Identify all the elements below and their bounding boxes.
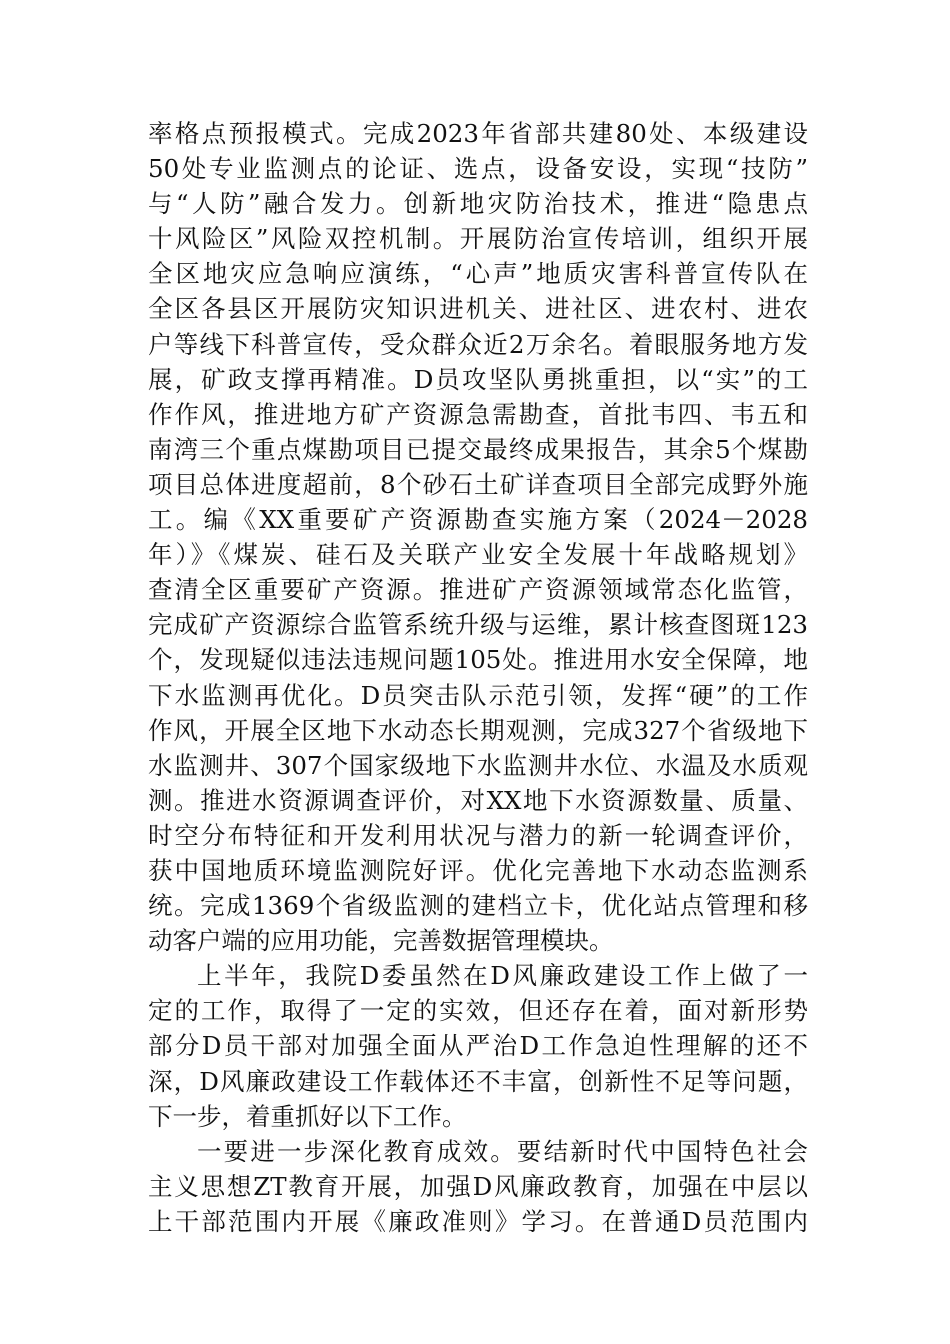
text-line: 上半年，我院D委虽然在D风廉政建设工作上做了一 xyxy=(197,961,808,991)
text-line: 测。推进水资源调查评价，对XX地下水资源数量、质量、 xyxy=(148,785,808,815)
text-line: 作作风，推进地方矿产资源急需勘查，首批韦四、韦五和 xyxy=(148,399,808,429)
text-line: 主义思想ZT教育开展，加强D风廉政教育，加强在中层以 xyxy=(148,1171,808,1201)
text-line: 定的工作，取得了一定的实效，但还存在着，面对新形势 xyxy=(148,996,808,1026)
text-line: 统。完成1369个省级监测的建档立卡，优化站点管理和移 xyxy=(148,891,808,921)
text-line: 部分D员干部对加强全面从严治D工作急迫性理解的还不 xyxy=(148,1031,808,1061)
text-line: 获中国地质环境监测院好评。优化完善地下水动态监测系 xyxy=(148,855,808,885)
text-line: 南湾三个重点煤勘项目已提交最终成果报告，其余5个煤勘 xyxy=(148,434,808,464)
document-body xyxy=(148,116,808,1239)
text-line: 完成矿产资源综合监管系统升级与运维，累计核查图斑123 xyxy=(148,610,808,640)
text-line: 全区地灾应急响应演练，“心声”地质灾害科普宣传队在 xyxy=(148,259,808,289)
text-line: 全区各县区开展防灾知识进机关、进社区、进农村、进农 xyxy=(148,294,808,324)
text-line: 工。编《XX重要矿产资源勘查实施方案（2024－2028 xyxy=(148,505,808,535)
text-line: 率格点预报模式。完成2023年省部共建80处、本级建设 xyxy=(148,119,808,148)
text-line: 水监测井、307个国家级地下水监测井水位、水温及水质观 xyxy=(148,750,808,780)
text-line: 深，D风廉政建设工作载体还不丰富，创新性不足等问题， xyxy=(148,1066,808,1096)
text-line: 十风险区”风险双控机制。开展防治宣传培训，组织开展 xyxy=(148,224,808,254)
text-line: 动客户端的应用功能，完善数据管理模块。 xyxy=(148,926,614,956)
text-line: 项目总体进度超前，8个砂石土矿详查项目全部完成野外施 xyxy=(148,469,808,499)
text-line: 50处专业监测点的论证、选点，设备安设，实现“技防” xyxy=(148,154,808,184)
text-line: 上干部范围内开展《廉政准则》学习。在普通D员范围内 xyxy=(148,1206,808,1236)
text-line: 查清全区重要矿产资源。推进矿产资源领域常态化监管， xyxy=(148,575,808,605)
text-line: 一要进一步深化教育成效。要结新时代中国特色社会 xyxy=(197,1136,808,1166)
text-line: 个，发现疑似违法违规问题105处。推进用水安全保障，地 xyxy=(148,645,808,675)
text-line: 下水监测再优化。D员突击队示范引领，发挥“硬”的工作 xyxy=(148,680,808,710)
text-line: 下一步，着重抓好以下工作。 xyxy=(148,1101,467,1131)
text-line: 时空分布特征和开发利用状况与潜力的新一轮调查评价， xyxy=(148,820,808,850)
text-line: 作风，开展全区地下水动态长期观测，完成327个省级地下 xyxy=(148,715,808,745)
text-line: 与“人防”融合发力。创新地灾防治技术，推进“隐患点 xyxy=(148,189,808,219)
paragraph xyxy=(148,958,808,1133)
paragraph xyxy=(148,1134,808,1239)
text-line: 展，矿政支撑再精准。D员攻坚队勇挑重担，以“实”的工 xyxy=(148,364,808,394)
text-line: 户等线下科普宣传，受众群众近2万余名。着眼服务地方发 xyxy=(148,329,808,359)
text-line: 年）》《煤炭、硅石及关联产业安全发展十年战略规划》 xyxy=(148,540,808,570)
paragraph xyxy=(148,116,808,958)
